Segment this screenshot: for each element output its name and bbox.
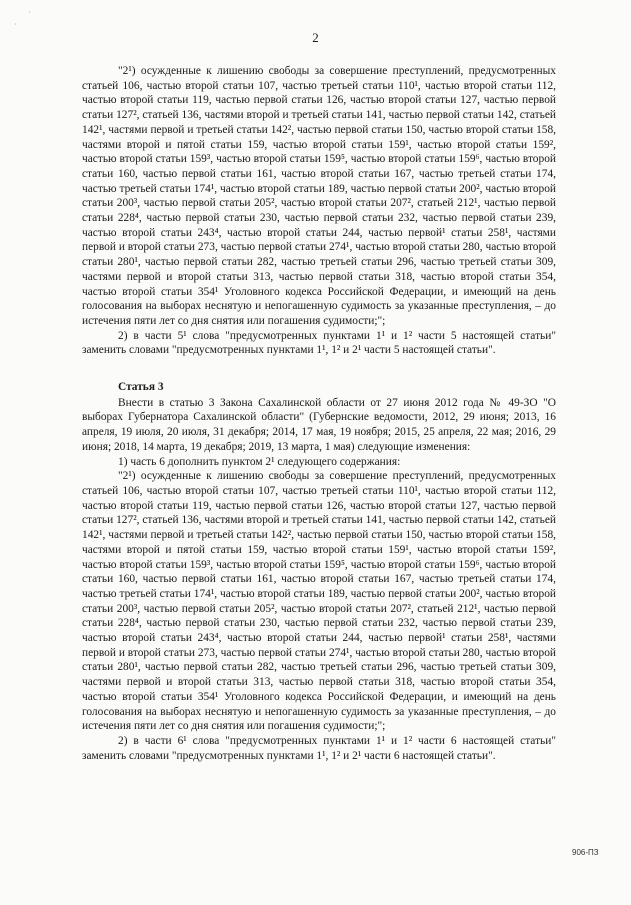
article-item1: 1) часть 6 дополнить пунктом 2¹ следующего содержания:: [118, 455, 401, 468]
article-intro: Внести в статью 3 Закона Сахалинской области от 27 июня 2012 года № 49-ЗО "О выборах Губернатора Сахалинской области" (Губернские ведомости, 2012, 29 июня; 2013, 16 апреля, 19 июля, 20 июля, 31 декабря; 2014, 17 мая, 19 ноября; 2015, 25 апреля, 22 мая; 2016, 29 июня; 2018, 14 марта, 19 декабря; 2019, 13 марта, 1 мая) следующие изменения:: [82, 396, 556, 453]
page-number: 2: [312, 30, 319, 45]
article-paragraph2: 2) в части 6¹ слова "предусмотренных пунктами 1¹ и 1² части 6 настоящей статьи" заменить словами "предусмотренных пунктами 1¹, 1² и 2¹ части 6 настоящей статьи".: [82, 734, 556, 762]
scan-mark: ·: [28, 8, 31, 17]
scan-mark: ·: [14, 20, 17, 29]
article-paragraph1: "2¹) осужденные к лишению свободы за совершение преступлений, предусмотренных статьей 106, частью второй статьи 107, частью третьей статьи 110¹, частью второй статьи 112, частью второй статьи 119, частью первой статьи 126, частью второй статьи 127, частью первой статьи 127², статьей 136, частями второй и третьей статьи 141, частью первой статьи 142, статьей 142¹, частями первой и третьей статьи 142², частью первой статьи 150, частью второй статьи 158, частями второй и пятой статьи 159, частью второй статьи 159¹, частью второй статьи 159², частью второй статьи 159³, частью второй статьи 159⁵, частью второй статьи 159⁶, частью второй статьи 160, частью первой статьи 161, частью второй статьи 167, частью третьей статьи 174, частью третьей статьи 174¹, частью второй статьи 189, частью первой статьи 200², частью второй статьи 200³, частью первой статьи 205², частью второй статьи 207², статьей 212¹, частью первой статьи 228⁴, частью первой статьи 230, частью первой статьи 232, частью первой статьи 239, частью второй статьи 243⁴, частью второй статьи 244, частью первой¹ статьи 258¹, частями первой и второй статьи 273, частью первой статьи 274¹, частью второй статьи 280, частью второй статьи 280¹, частью первой статьи 282, частью третьей статьи 296, частью третьей статьи 309, частями первой и второй статьи 313, частью первой статьи 318, частью второй статьи 354, частью второй статьи 354¹ Уголовного кодекса Российской Федерации, и имеющий на день голосования на выборах неснятую и непогашенную судимость за указанные преступления, – до истечения пяти лет со дня снятия или погашения судимости;";: [82, 470, 556, 733]
document-code: 906-ПЗ: [572, 848, 599, 857]
section1-paragraph1: "2¹) осужденные к лишению свободы за совершение преступлений, предусмотренных статьей 106, частью второй статьи 107, частью третьей статьи 110¹, частью второй статьи 112, частью второй статьи 119, частью первой статьи 126, частью второй статьи 127, частью первой статьи 127², статьей 136, частями второй и третьей статьи 141, частью первой статьи 142, статьей 142¹, частями первой и третьей статьи 142², частью первой статьи 150, частью второй статьи 158, частями второй и пятой статьи 159, частью второй статьи 159¹, частью второй статьи 159², частью второй статьи 159³, частью второй статьи 159⁵, частью второй статьи 159⁶, частью второй статьи 160, частью первой статьи 161, частью второй статьи 167, частью третьей статьи 174, частью третьей статьи 174¹, частью второй статьи 189, частью первой статьи 200², частью второй статьи 200³, частью первой статьи 205², частью второй статьи 207², статьей 212¹, частью первой статьи 228⁴, частью первой статьи 230, частью первой статьи 232, частью первой статьи 239, частью второй статьи 243⁴, частью второй статьи 244, частью первой¹ статьи 258¹, частями первой и второй статьи 273, частью первой статьи 274¹, частью второй статьи 280, частью второй статьи 280¹, частью первой статьи 282, частью третьей статьи 296, частью третьей статьи 309, частями первой и второй статьи 313, частью первой статьи 318, частью второй статьи 354, частью второй статьи 354¹ Уголовного кодекса Российской Федерации, и имеющий на день голосования на выборах неснятую и непогашенную судимость за указанные преступления, – до истечения пяти лет со дня снятия или погашения судимости;";: [82, 65, 556, 327]
article-heading: Статья 3: [118, 381, 164, 394]
document-body: [82, 64, 556, 763]
section1-paragraph2: 2) в части 5¹ слова "предусмотренных пунктами 1¹ и 1² части 5 настоящей статьи" заменить словами "предусмотренных пунктами 1¹, 1² и 2¹ части 5 настоящей статьи".: [82, 329, 556, 357]
